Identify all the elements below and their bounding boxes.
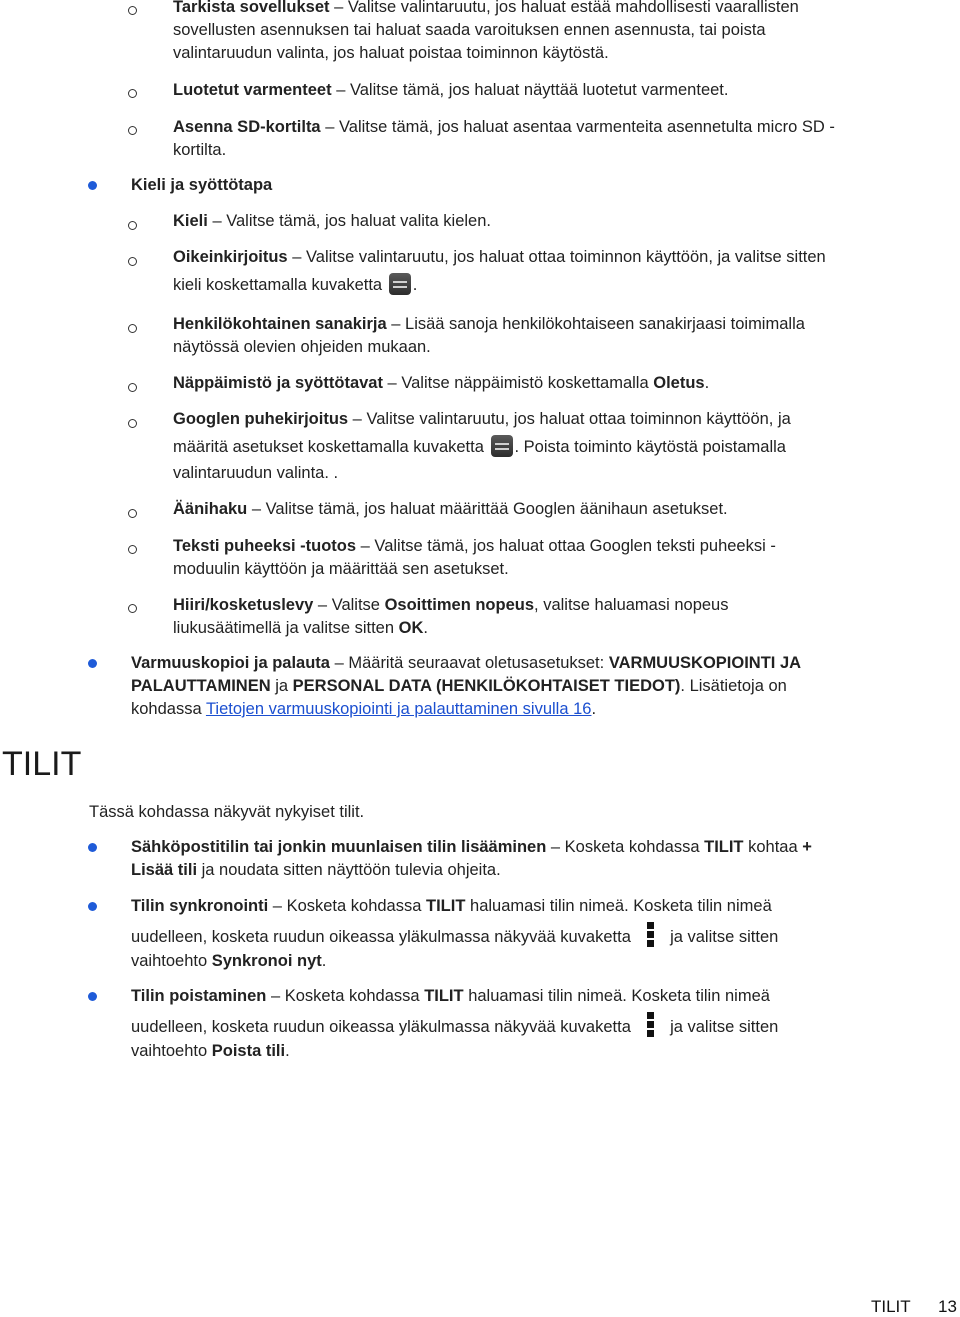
synk-line3: vaihtoehto Synkronoi nyt. — [131, 952, 327, 970]
sd-line1: Asenna SD-kortilta – Valitse tämä, jos haluat asentaa varmenteita asennetulta micro SD - — [173, 118, 835, 136]
tarkista-line2: sovellusten asennuksen tai haluat saada varoituksen ennen asennusta, tai poista — [173, 21, 766, 39]
kieli-heading: Kieli ja syöttötapa — [131, 176, 273, 194]
sub-bullet — [128, 324, 137, 333]
varmuus-line2: PALAUTTAMINEN ja PERSONAL DATA (HENKILÖKOHTAISET TIEDOT). Lisätietoja on — [131, 677, 787, 695]
hiiri-line1: Hiiri/kosketuslevy – Valitse Osoittimen nopeus, valitse haluamasi nopeus — [173, 596, 729, 614]
page-number: 13 — [938, 1297, 957, 1316]
google-line3: valintaruudun valinta. . — [173, 464, 339, 482]
backup-link[interactable]: Tietojen varmuuskopiointi ja palauttaminen sivulla 16 — [205, 700, 592, 718]
synk-line1: Tilin synkronointi – Kosketa kohdassa TILIT haluamasi tilin nimeä. Kosketa tilin nimeä — [131, 897, 772, 915]
oikein-line2: kieli koskettamalla kuvaketta . — [173, 273, 417, 296]
poisto-line1: Tilin poistaminen – Kosketa kohdassa TILIT haluamasi tilin nimeä. Kosketa tilin nimeä — [131, 987, 770, 1005]
oikein-line1: Oikeinkirjoitus – Valitse valintaruutu, jos haluat ottaa toiminnon käyttöön, ja valitse sitten — [173, 248, 826, 266]
kieli-item: Kieli – Valitse tämä, jos haluat valita kielen. — [173, 212, 491, 230]
henk-line1: Henkilökohtainen sanakirja – Lisää sanoja henkilökohtaiseen sanakirjaasi toimimalla — [173, 315, 805, 333]
sub-bullet — [128, 6, 137, 15]
tarkista-line1: Tarkista sovellukset – Valitse valintaruutu, jos haluat estää mahdollisesti vaarallisten — [173, 0, 799, 16]
lisaa-line1: Sähköpostitilin tai jonkin muunlaisen tilin lisääminen – Kosketa kohdassa TILIT kohtaa + — [131, 838, 812, 856]
henk-line2: näytössä olevien ohjeiden mukaan. — [173, 338, 431, 356]
luotetut-item: Luotetut varmenteet – Valitse tämä, jos haluat näyttää luotetut varmenteet. — [173, 81, 729, 99]
sub-bullet — [128, 545, 137, 554]
poisto-line2: uudelleen, kosketa ruudun oikeassa yläkulmassa näkyvää kuvaketta ja valitse sitten — [131, 1012, 778, 1038]
teksti-line1: Teksti puheeksi -tuotos – Valitse tämä, jos haluat ottaa Googlen teksti puheeksi - — [173, 537, 776, 555]
tilit-intro: Tässä kohdassa näkyvät nykyiset tilit. — [89, 803, 365, 821]
nappis-item: Näppäimistö ja syöttötavat – Valitse näppäimistö koskettamalla Oletus. — [173, 374, 710, 392]
tarkista-line3: valintaruudun valinta, jos haluat poistaa toiminnon käytöstä. — [173, 44, 609, 62]
settings-sliders-icon — [491, 435, 513, 457]
bullet — [88, 992, 97, 1001]
google-line1: Googlen puhekirjoitus – Valitse valintaruutu, jos haluat ottaa toiminnon käyttöön, ja — [173, 410, 791, 428]
sub-bullet — [128, 257, 137, 266]
sub-bullet — [128, 126, 137, 135]
bullet — [88, 902, 97, 911]
aanihaku-item: Äänihaku – Valitse tämä, jos haluat määrittää Googlen äänihaun asetukset. — [173, 500, 728, 518]
poisto-line3: vaihtoehto Poista tili. — [131, 1042, 290, 1060]
footer-section: TILIT — [871, 1297, 911, 1316]
teksti-line2: moduulin käyttöön ja määrittää sen asetukset. — [173, 560, 509, 578]
sub-bullet — [128, 604, 137, 613]
google-line2: määritä asetukset koskettamalla kuvaketta . Poista toiminto käytöstä poistamalla — [173, 435, 786, 458]
section-heading: TILIT — [2, 745, 82, 783]
varmuus-line3: kohdassa Tietojen varmuuskopiointi ja palauttaminen sivulla 16. — [131, 700, 597, 718]
lisaa-line2: Lisää tili ja noudata sitten näyttöön tulevia ohjeita. — [131, 861, 501, 879]
overflow-menu-icon — [645, 922, 655, 948]
synk-line2: uudelleen, kosketa ruudun oikeassa yläkulmassa näkyvää kuvaketta ja valitse sitten — [131, 922, 778, 948]
sub-bullet — [128, 89, 137, 98]
bullet — [88, 659, 97, 668]
overflow-menu-icon — [645, 1012, 655, 1038]
sub-bullet — [128, 509, 137, 518]
sd-line2: kortilta. — [173, 141, 227, 159]
sub-bullet — [128, 221, 137, 230]
sub-bullet — [128, 383, 137, 392]
bullet — [88, 181, 97, 190]
hiiri-line2: liukusäätimellä ja valitse sitten OK. — [173, 619, 428, 637]
varmuus-line1: Varmuuskopioi ja palauta – Määritä seuraavat oletusasetukset: VARMUUSKOPIOINTI JA — [131, 654, 802, 672]
bullet — [88, 843, 97, 852]
sub-bullet — [128, 419, 137, 428]
settings-sliders-icon — [389, 273, 411, 295]
